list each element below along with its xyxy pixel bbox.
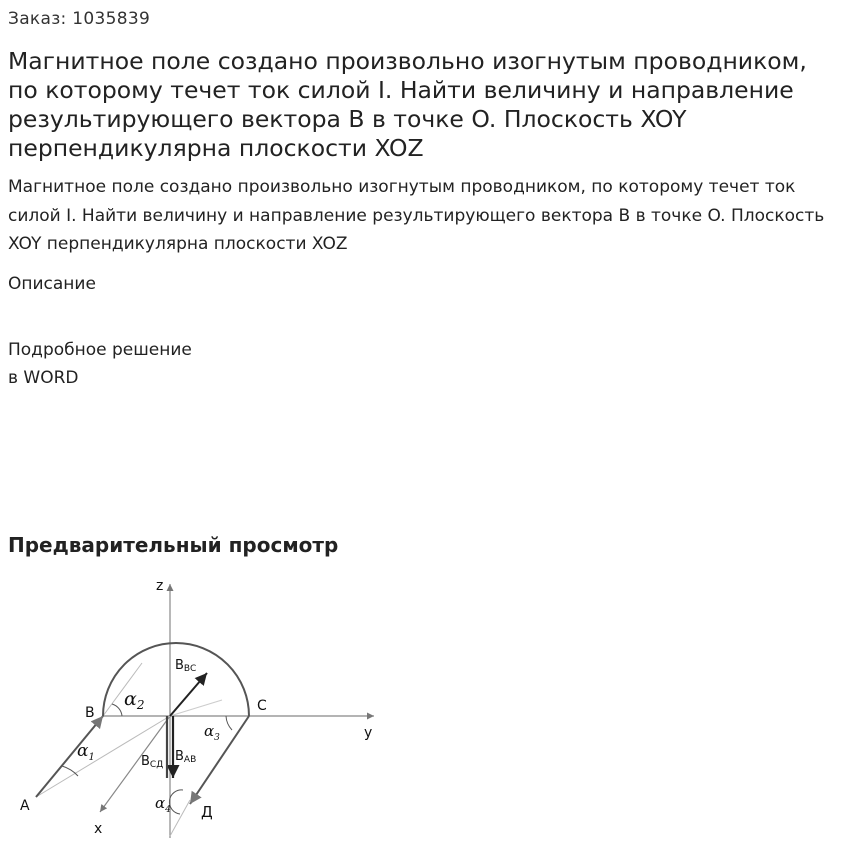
axis-label-y: y	[364, 725, 373, 741]
solution-line-1: Подробное решение	[8, 340, 192, 360]
angle-label-4: $\alpha_4$	[155, 794, 171, 815]
order-number: Заказ: 1035839	[8, 9, 151, 29]
helper-line-d-down	[170, 800, 190, 836]
point-label-a: A	[20, 798, 30, 814]
description-label: Описание	[8, 274, 96, 294]
axis-label-x: x	[94, 821, 103, 837]
angle-label-1: $\alpha_1$	[77, 741, 95, 763]
axis-label-z: z	[156, 578, 164, 594]
point-label-d: Д	[201, 803, 213, 821]
angle-arc-2	[112, 704, 122, 716]
vector-b-bc	[170, 673, 207, 716]
vector-label-cd: BCД	[141, 754, 164, 770]
preview-figure	[0, 570, 400, 842]
vector-label-ab: BAB	[175, 749, 197, 765]
vector-label-bc: BBC	[175, 658, 197, 674]
conductor-cd	[190, 716, 249, 804]
angle-arc-4	[169, 790, 183, 814]
angle-label-3: $\alpha_3$	[204, 722, 220, 743]
angle-label-2: $\alpha_2$	[124, 688, 145, 712]
problem-description: Магнитное поле создано произвольно изогнутым проводником, по которому течет ток силой I. Найти величину и направление результирующего вектора B в точке O. Плоскость XOY перпендикулярна плоскости XOZ	[8, 177, 825, 254]
point-label-b: B	[85, 705, 95, 721]
solution-note	[8, 336, 192, 392]
preview-heading: Предварительный просмотр	[8, 533, 339, 557]
point-label-c: C	[257, 698, 267, 714]
angle-arc-3	[226, 716, 232, 730]
solution-line-2: в WORD	[8, 368, 79, 388]
page-title: Магнитное поле создано произвольно изогнутым проводником, по которому течет ток силой I. Найти величину и направление результирующего вектора B в точке O. Плоскость XOY перпендикулярна плоскости XOZ	[8, 47, 807, 162]
angle-arc-1	[62, 766, 78, 776]
